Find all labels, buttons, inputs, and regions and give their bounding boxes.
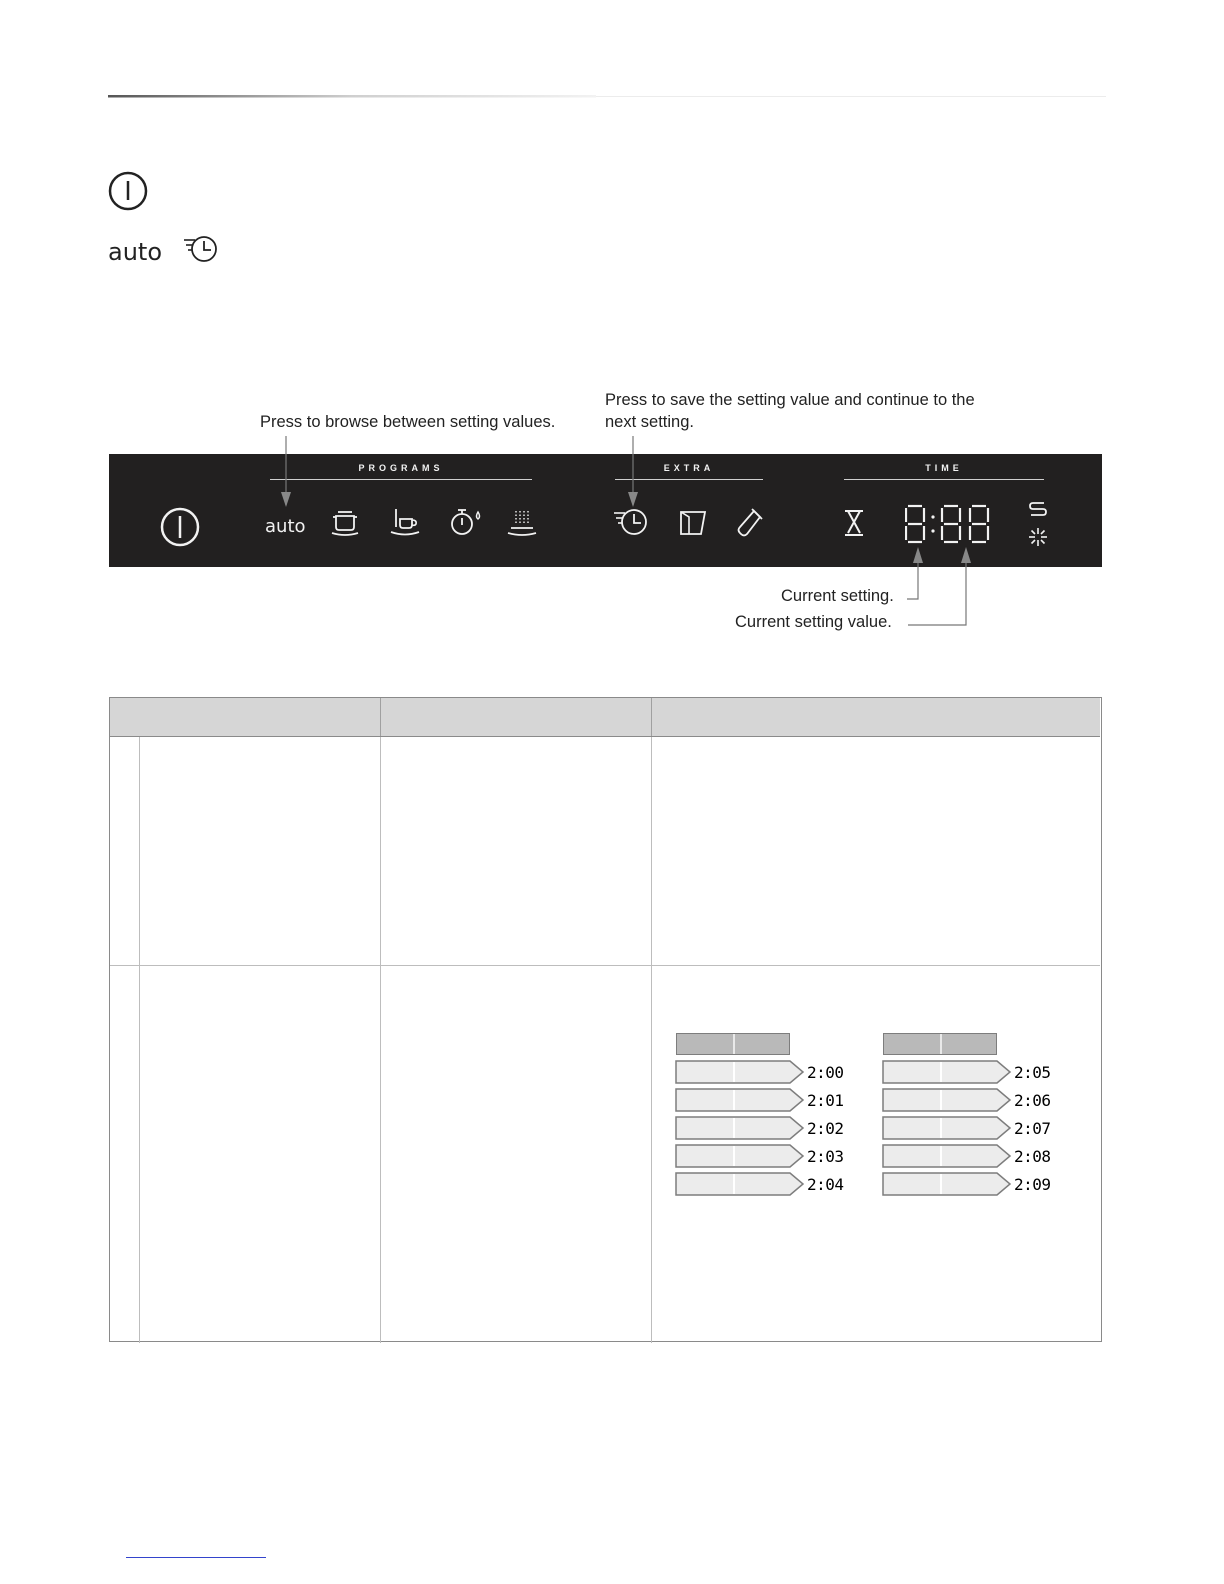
segment-value-right: 2:07 [1014, 1119, 1051, 1138]
current-value-callout: Current setting value. [735, 613, 892, 631]
footer-link-underline [126, 1557, 266, 1558]
segment-value-left: 2:01 [807, 1091, 844, 1110]
segment-header-right [883, 1033, 997, 1055]
segment-value-right: 2:05 [1014, 1063, 1051, 1082]
segment-value-right: 2:06 [1014, 1091, 1051, 1110]
programs-section-label: PROGRAMS [358, 463, 444, 473]
settings-table [109, 697, 1102, 1342]
segment-lists [660, 1055, 1080, 1205]
current-setting-callout: Current setting. [781, 587, 894, 605]
time-section-label: TIME [925, 463, 963, 473]
row-divider [110, 965, 1100, 966]
segment-row-right [883, 1173, 1010, 1195]
save-callout-line2: next setting. [605, 413, 694, 431]
segment-value-left: 2:03 [807, 1147, 844, 1166]
segment-header-left [676, 1033, 790, 1055]
callout-arrows [0, 0, 1224, 700]
segment-value-left: 2:00 [807, 1063, 844, 1082]
column-divider [380, 737, 381, 1343]
segment-value-right: 2:08 [1014, 1147, 1051, 1166]
segment-value-left: 2:02 [807, 1119, 844, 1138]
auto-program-button[interactable]: auto [265, 516, 306, 537]
segment-value-left: 2:04 [807, 1175, 844, 1194]
table-header [110, 698, 1100, 737]
segment-row-left [676, 1117, 803, 1139]
header-divider [380, 698, 381, 736]
segment-row-right [883, 1145, 1010, 1167]
segment-row-left [676, 1173, 803, 1195]
browse-callout: Press to browse between setting values. [260, 413, 556, 431]
segment-row-left [676, 1061, 803, 1083]
header-divider [651, 698, 652, 736]
segment-row-right [883, 1089, 1010, 1111]
segment-value-right: 2:09 [1014, 1175, 1051, 1194]
extra-section-label: EXTRA [663, 463, 715, 473]
segment-row-right [883, 1117, 1010, 1139]
column-divider [651, 737, 652, 1343]
save-callout-line1: Press to save the setting value and continue to the [605, 391, 975, 409]
column-divider [139, 737, 140, 1343]
segment-row-left [676, 1089, 803, 1111]
segment-row-left [676, 1145, 803, 1167]
auto-label: auto [108, 238, 163, 266]
segment-row-right [883, 1061, 1010, 1083]
